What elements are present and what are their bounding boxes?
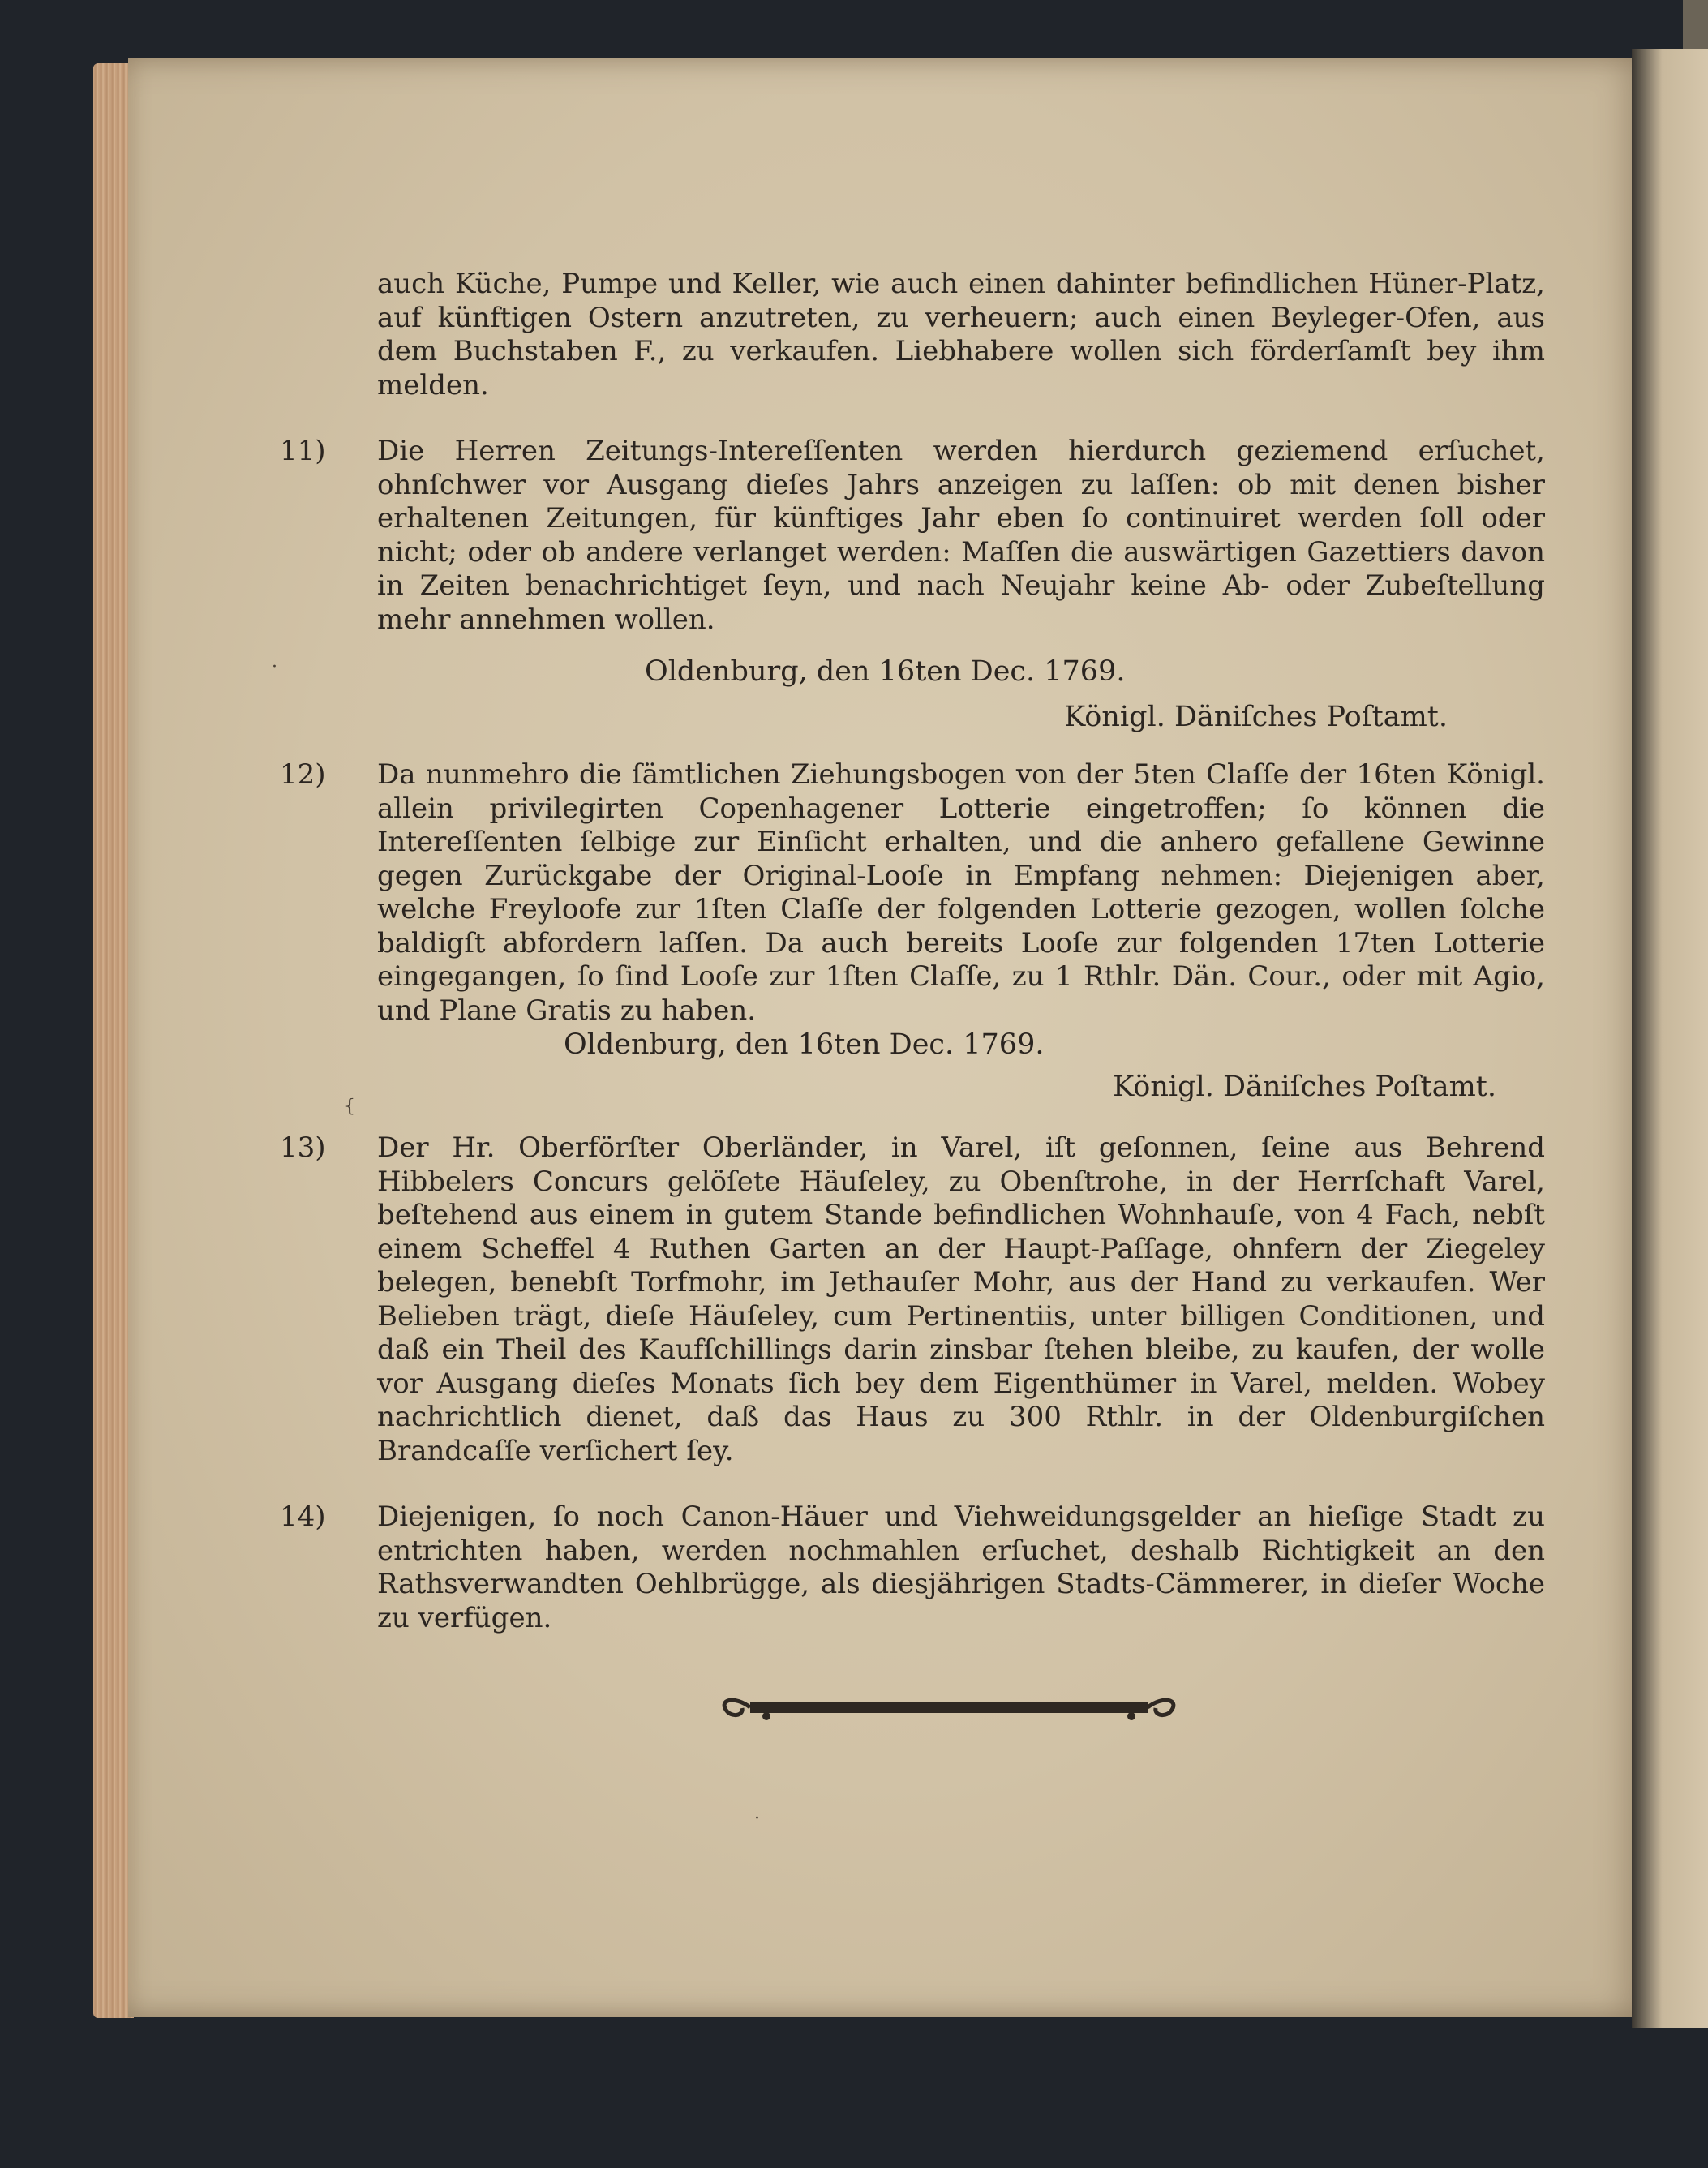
page-text bbox=[280, 268, 1545, 1635]
margin-mark: · bbox=[272, 657, 277, 677]
entry-paragraph bbox=[280, 435, 1545, 637]
book-gutter bbox=[1632, 49, 1708, 2028]
entry-dateline: Oldenburg, den 16ten Dec. 1769. bbox=[564, 1028, 1045, 1061]
entry-paragraph bbox=[280, 758, 1545, 1028]
entry-13 bbox=[280, 1131, 1545, 1468]
entry-14 bbox=[280, 1500, 1545, 1635]
entry-number: 13) bbox=[280, 1131, 326, 1164]
entry-paragraph bbox=[280, 1131, 1545, 1468]
entry-number: 12) bbox=[280, 758, 326, 791]
entry-paragraph bbox=[280, 1500, 1545, 1635]
entry-12 bbox=[280, 758, 1545, 1104]
entry-signature: Königl. Däniſches Poſtamt. bbox=[1113, 1071, 1496, 1103]
entry-number: 11) bbox=[280, 435, 326, 467]
entry-number: 14) bbox=[280, 1500, 326, 1533]
entry-text: Diejenigen, ſo noch Canon-Häuer und Viehweidungsgelder an hieſige Stadt zu entrichten haben, werden nochmahlen erſuchet, deshalb Richtigkeit an den Rathsverwandten Oehlbrügge, als diesjährigen Stadts-Cämmerer, in dieſer Woche zu verfügen. bbox=[377, 1500, 1545, 1634]
entry-dateline: Oldenburg, den 16ten Dec. 1769. bbox=[645, 655, 1126, 688]
entry-text: Der Hr. Oberförſter Oberländer, in Varel, iſt geſonnen, ſeine aus Behrend Hibbelers Concurs gelöſete Häuſeley, zu Obenſtrohe, in der Herrſchaft Varel, beſtehend aus einem in gutem Stande befindlichen Wohnhauſe, von 4 Fach, nebſt einem Scheffel 4 Ruthen Garten an der Haupt-Paſſage, ohnfern der Ziegeley belegen, benebſt Torfmohr, im Jethauſer Mohr, aus der Hand zu verkaufen. Wer Belieben trägt, dieſe Häuſeley, cum Pertinentiis, unter billigen Conditionen, und daß ein Theil des Kaufſchillings darin zinsbar ſtehen bleibe, zu kaufen, der wolle vor Ausgang dieſes Monats ſich bey dem Eigenthümer in Varel, melden. Wobey nachrichtlich dienet, daß das Haus zu 300 Rthlr. in der Oldenburgiſchen Brandcaſſe verſichert ſey. bbox=[377, 1131, 1545, 1467]
decorative-ornament bbox=[718, 1692, 1180, 1724]
continuation-paragraph: auch Küche, Pumpe und Keller, wie auch einen dahinter befindlichen Hüner-Platz, auf künftigen Ostern anzutreten, zu verheuern; auch einen Beyleger-Ofen, aus dem Buchstaben F., zu verkaufen. Liebhabere wollen sich förderſamſt bey ihm melden. bbox=[377, 268, 1545, 401]
entry-11 bbox=[280, 435, 1545, 734]
entry-text: Da nunmehro die ſämtlichen Ziehungsbogen von der 5ten Claſſe der 16ten Königl. allein privilegirten Copenhagener Lotterie eingetroffen; ſo können die Intereſſenten ſelbige zur Einſicht erhalten, und die anhero gefallene Gewinne gegen Zurückgabe der Original-Looſe in Empfang nehmen: Diejenigen aber, welche Freyloofe zur 1ſten Claſſe der folgenden Lotterie gezogen, wollen ſolche baldigſt abfordern laſſen. Da auch bereits Looſe zur folgenden 17ten Lotterie eingegangen, ſo ſind Looſe zur 1ſten Claſſe, zu 1 Rthlr. Dän. Cour., oder mit Agio, und Plane Gratis zu haben. bbox=[377, 758, 1545, 1027]
entry-signature: Königl. Däniſches Poſtamt. bbox=[1064, 701, 1448, 733]
entry-text: Die Herren Zeitungs-Intereſſenten werden hierdurch geziemend erſuchet, ohnſchwer vor Ausgang dieſes Jahrs anzeigen zu laſſen: ob mit denen bisher erhaltenen Zeitungen, für künftiges Jahr eben ſo continuiret werden ſoll oder nicht; oder ob andere verlanget werden: Maſſen die auswärtigen Gazettiers davon in Zeiten benachrichtiget ſeyn, und nach Neujahr keine Ab- oder Zubeſtellung mehr annehmen wollen. bbox=[377, 435, 1545, 636]
margin-mark: · bbox=[754, 1809, 760, 1829]
margin-mark: { bbox=[344, 1097, 355, 1117]
